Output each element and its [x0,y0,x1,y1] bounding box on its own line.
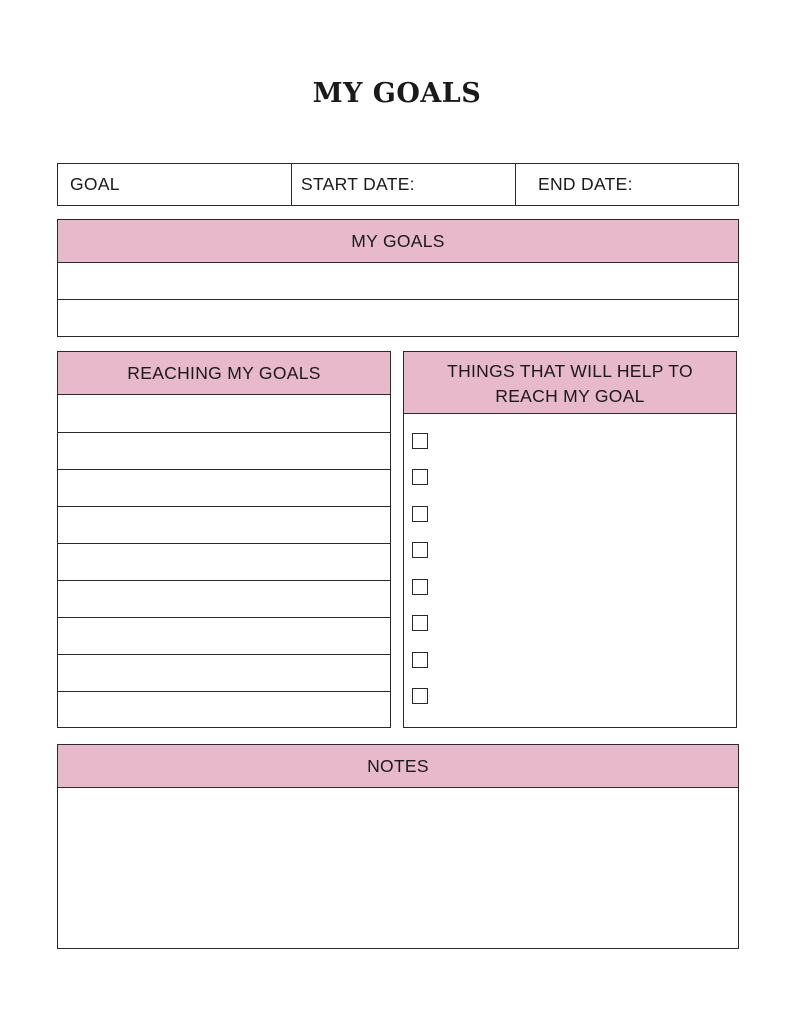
helpers-header [404,352,736,414]
reaching-writing-line [58,654,390,655]
reaching-writing-line [58,617,390,618]
divider [291,164,292,205]
helpers-header-line-1: THINGS THAT WILL HELP TO [447,361,693,381]
reaching-writing-line [58,506,390,507]
my-goals-header: MY GOALS [58,220,738,263]
helpers-section [403,351,737,728]
reaching-writing-line [58,691,390,692]
checkbox[interactable] [412,542,428,558]
checkbox[interactable] [412,652,428,668]
checkbox[interactable] [412,469,428,485]
end-date-field-label: END DATE: [538,174,633,194]
checkbox[interactable] [412,615,428,631]
notes-area[interactable] [58,789,738,948]
goal-writing-line [58,299,738,300]
goal-field-label: GOAL [70,174,120,194]
reaching-writing-line [58,580,390,581]
checkbox[interactable] [412,433,428,449]
checkbox[interactable] [412,688,428,704]
reaching-goals-header: REACHING MY GOALS [58,352,390,395]
checkbox[interactable] [412,506,428,522]
helpers-header-line-2: REACH MY GOAL [495,386,645,406]
reaching-writing-line [58,432,390,433]
reaching-writing-line [58,469,390,470]
reaching-writing-line [58,543,390,544]
start-date-field-label: START DATE: [301,174,415,194]
my-goals-section [57,219,739,337]
notes-header: NOTES [58,745,738,788]
page-title: MY GOALS [312,78,482,109]
notes-section [57,744,739,949]
checkbox[interactable] [412,579,428,595]
reaching-goals-section [57,351,391,728]
goal-info-row [57,163,739,206]
divider [515,164,516,205]
